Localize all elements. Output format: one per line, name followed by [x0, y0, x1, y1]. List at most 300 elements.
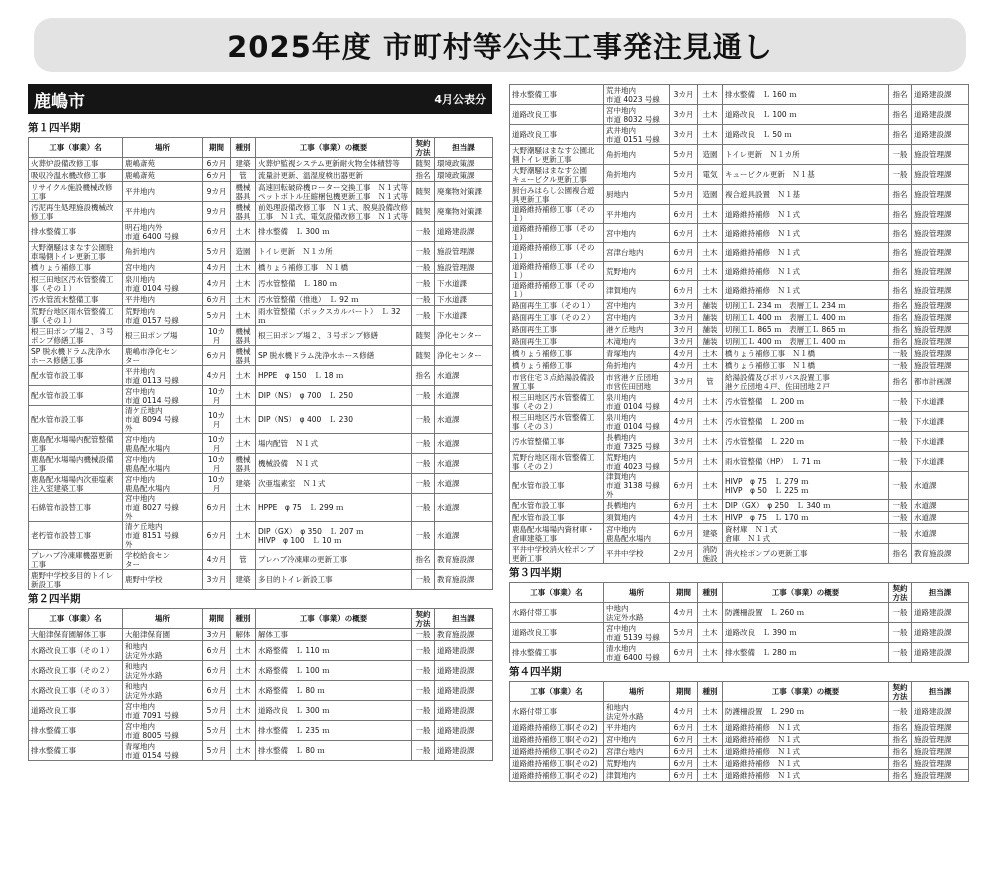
left-column: [28, 84, 492, 761]
column-header-period: 期間: [670, 682, 698, 702]
cell-contract-method: 指名: [889, 336, 912, 348]
cell-contract-method: 一般: [889, 165, 912, 185]
column-header-project-name: 工事（事業）名: [510, 682, 604, 702]
cell-period: 6カ月: [670, 224, 698, 243]
publication-label: 4月公表分: [434, 93, 486, 106]
cell-period: 10カ月: [203, 386, 231, 406]
table-row: [510, 205, 969, 224]
column-header-contract-method: 契約 方法: [412, 138, 435, 158]
cell-type: 土木: [231, 701, 256, 721]
cell-period: 3カ月: [670, 372, 698, 392]
cell-location: 宮中地内: [604, 300, 670, 312]
cell-type: 機械 器具: [231, 454, 256, 474]
cell-project-name: 大野潮騒はまなす公園北 側トイレ更新工事: [510, 145, 604, 165]
cell-project-name: 道路維持補修工事（その１）: [510, 243, 604, 262]
city-name: 鹿嶋市: [34, 91, 85, 112]
cell-department: 環境政策課: [435, 158, 493, 170]
cell-type: 舗装: [698, 312, 723, 324]
cell-location: 長栖地内 市道 7325 号線: [604, 432, 670, 452]
cell-department: 道路建設課: [912, 105, 969, 125]
cell-department: 教育施設課: [912, 544, 969, 564]
cell-contract-method: 指名: [889, 205, 912, 224]
cell-contract-method: 指名: [889, 734, 912, 746]
cell-contract-method: 指名: [889, 372, 912, 392]
cell-contract-method: 随契: [412, 158, 435, 170]
cell-department: 水道課: [912, 512, 969, 524]
column-header-type: 種別: [231, 138, 256, 158]
cell-period: 6カ月: [670, 243, 698, 262]
cell-department: 下水道課: [912, 432, 969, 452]
cell-summary: 切削工Ｌ 400 ｍ 表層工Ｌ 400 ｍ: [723, 312, 889, 324]
cell-type: 土木: [698, 281, 723, 300]
cell-period: 4カ月: [670, 412, 698, 432]
cell-summary: 汚水管整備（推進） Ｌ 92 ｍ: [256, 294, 412, 306]
table-row: [510, 412, 969, 432]
cell-project-name: 汚泥再生処理施設機械改 修工事: [29, 202, 123, 222]
table-row: [510, 165, 969, 185]
cell-project-name: 橋りょう補修工事: [29, 262, 123, 274]
cell-contract-method: 指名: [889, 281, 912, 300]
cell-department: 施設管理課: [912, 722, 969, 734]
cell-contract-method: 一般: [412, 274, 435, 294]
cell-period: 4カ月: [203, 262, 231, 274]
cell-location: 市営港ケ丘団地 市営佐田団地: [604, 372, 670, 392]
table-row: [29, 202, 493, 222]
right-sections: [509, 84, 968, 782]
cell-contract-method: 一般: [412, 741, 435, 761]
cell-location: 和地内 法定外水路: [123, 641, 203, 661]
cell-department: 施設管理課: [912, 165, 969, 185]
cell-department: 水道課: [435, 434, 493, 454]
cell-project-name: 道路維持補修工事(その2): [510, 722, 604, 734]
cell-project-name: 根三田地区汚水管整備工 事（その３）: [510, 412, 604, 432]
cell-summary: 道路改良 Ｌ 390 ｍ: [723, 623, 889, 643]
cell-summary: 場内配管 Ｎ１式: [256, 434, 412, 454]
cell-project-name: 水路付帯工事: [510, 603, 604, 623]
cell-contract-method: 一般: [889, 702, 912, 722]
cell-department: 施設管理課: [912, 336, 969, 348]
cell-period: 6カ月: [203, 170, 231, 182]
table-row: [510, 85, 969, 105]
cell-type: 建築: [231, 474, 256, 494]
cell-period: 6カ月: [670, 472, 698, 500]
cell-summary: 雨水管整備（HP） Ｌ 71 ｍ: [723, 452, 889, 472]
cell-type: 土木: [698, 205, 723, 224]
cell-department: 道路建設課: [912, 603, 969, 623]
cell-summary: 道路維持補修 Ｎ１式: [723, 281, 889, 300]
cell-contract-method: 一般: [412, 661, 435, 681]
cell-contract-method: 一般: [412, 386, 435, 406]
table-row: [510, 324, 969, 336]
cell-project-name: 排水整備工事: [510, 643, 604, 663]
cell-summary: 防護柵設置 Ｌ 260 ｍ: [723, 603, 889, 623]
cell-type: 造園: [231, 242, 256, 262]
cell-location: 泉川地内 市道 0104 号線: [604, 412, 670, 432]
column-header-location: 場所: [604, 682, 670, 702]
cell-location: 宮中地内 鹿島配水場内: [123, 454, 203, 474]
table-row: [29, 386, 493, 406]
cell-project-name: 配水管布設工事: [29, 406, 123, 434]
cell-period: 4カ月: [670, 348, 698, 360]
cell-period: 6カ月: [670, 746, 698, 758]
cell-type: 土木: [698, 472, 723, 500]
cell-location: 泉川地内 市道 0104 号線: [123, 274, 203, 294]
cell-contract-method: 一般: [412, 262, 435, 274]
cell-period: 9カ月: [203, 182, 231, 202]
cell-summary: 汚水管整備 Ｌ 180 ｍ: [256, 274, 412, 294]
cell-contract-method: 指名: [889, 262, 912, 281]
cell-location: 宮中地内 市道 8005 号線: [123, 721, 203, 741]
project-table: [509, 84, 969, 564]
cell-project-name: 根三田ポンプ場２、３号 ポンプ修繕工事: [29, 326, 123, 346]
cell-location: 荒野地内 市道 4023 号線: [604, 452, 670, 472]
cell-location: 平井地内 市道 0113 号線: [123, 366, 203, 386]
cell-department: 水道課: [435, 386, 493, 406]
cell-contract-method: 一般: [412, 522, 435, 550]
cell-contract-method: 指名: [889, 243, 912, 262]
cell-department: 教育施設課: [435, 550, 493, 570]
cell-contract-method: 一般: [412, 641, 435, 661]
cell-period: 6カ月: [203, 346, 231, 366]
cell-contract-method: 指名: [889, 758, 912, 770]
cell-summary: 橋りょう補修工事 Ｎ１橋: [723, 348, 889, 360]
table-row: [29, 474, 493, 494]
cell-project-name: 平井中学校消火栓ポンプ 更新工事: [510, 544, 604, 564]
cell-project-name: 汚水管流末整備工事: [29, 294, 123, 306]
cell-summary: 切削工Ｌ 865 ｍ 表層工Ｌ 865 ｍ: [723, 324, 889, 336]
column-header-department: 担当課: [912, 583, 969, 603]
column-header-department: 担当課: [435, 138, 493, 158]
cell-contract-method: 一般: [889, 524, 912, 544]
cell-contract-method: 随契: [412, 182, 435, 202]
cell-period: 6カ月: [203, 294, 231, 306]
cell-location: 角折地内: [604, 165, 670, 185]
cell-location: 荒井地内 市道 4023 号線: [604, 85, 670, 105]
table-row: [29, 306, 493, 326]
cell-project-name: 鹿島配水場場内配管整備 工事: [29, 434, 123, 454]
cell-contract-method: 一般: [889, 145, 912, 165]
cell-contract-method: 指名: [889, 300, 912, 312]
cell-period: 3カ月: [670, 300, 698, 312]
table-row: [510, 472, 969, 500]
cell-contract-method: 一般: [889, 412, 912, 432]
cell-department: 環境政策課: [435, 170, 493, 182]
cell-department: 施設管理課: [912, 746, 969, 758]
cell-summary: HIVP φ 75 Ｌ 170 ｍ: [723, 512, 889, 524]
cell-type: 舗装: [698, 324, 723, 336]
cell-department: 廃棄物対策課: [435, 202, 493, 222]
cell-summary: 道路維持補修 Ｎ１式: [723, 722, 889, 734]
cell-location: 平井中学校: [604, 544, 670, 564]
cell-type: 土木: [231, 681, 256, 701]
table-row: [510, 145, 969, 165]
cell-contract-method: 一般: [412, 570, 435, 590]
cell-department: 水道課: [435, 494, 493, 522]
cell-period: 4カ月: [670, 512, 698, 524]
cell-department: 都市計画課: [912, 372, 969, 392]
cell-period: 6カ月: [670, 281, 698, 300]
cell-contract-method: 一般: [889, 360, 912, 372]
cell-period: 4カ月: [670, 702, 698, 722]
cell-summary: 多目的トイレ新設工事: [256, 570, 412, 590]
cell-department: 道路建設課: [435, 721, 493, 741]
cell-project-name: 大野潮騒はまなす公園 キュービクル更新工事: [510, 165, 604, 185]
cell-department: 施設管理課: [912, 281, 969, 300]
cell-type: 造園: [698, 145, 723, 165]
cell-location: 宮中地内 鹿島配水場内: [123, 474, 203, 494]
cell-type: 土木: [698, 623, 723, 643]
cell-location: 青塚地内 市道 0154 号線: [123, 741, 203, 761]
cell-location: 津賀地内: [604, 281, 670, 300]
cell-period: 5カ月: [203, 701, 231, 721]
cell-project-name: 道路維持補修工事(その2): [510, 746, 604, 758]
cell-project-name: 路面再生工事（その１）: [510, 300, 604, 312]
table-row: [510, 746, 969, 758]
table-row: [510, 512, 969, 524]
column-header-contract-method: 契約 方法: [889, 583, 912, 603]
cell-type: 土木: [698, 722, 723, 734]
column-header-type: 種別: [231, 609, 256, 629]
cell-project-name: 荒野台地区雨水管整備工 事（その１）: [29, 306, 123, 326]
cell-contract-method: 指名: [889, 324, 912, 336]
cell-contract-method: 随契: [412, 326, 435, 346]
cell-contract-method: 一般: [889, 432, 912, 452]
cell-contract-method: 一般: [412, 629, 435, 641]
cell-type: 管: [231, 550, 256, 570]
cell-period: 5カ月: [670, 623, 698, 643]
table-row: [510, 452, 969, 472]
cell-project-name: 橋りょう補修工事: [510, 360, 604, 372]
cell-summary: 道路改良 Ｌ 300 ｍ: [256, 701, 412, 721]
cell-period: 10カ月: [203, 326, 231, 346]
cell-summary: キュービクル更新 Ｎ１基: [723, 165, 889, 185]
cell-type: 土木: [698, 262, 723, 281]
cell-department: 施設管理課: [912, 145, 969, 165]
cell-contract-method: 一般: [412, 294, 435, 306]
cell-project-name: 配水管布設工事: [29, 386, 123, 406]
cell-summary: 給湯設備及びポリバス設置工事 港ケ丘団地４戸、佐田団地２戸: [723, 372, 889, 392]
cell-summary: 解体工事: [256, 629, 412, 641]
cell-contract-method: 指名: [412, 366, 435, 386]
cell-summary: トイレ更新 Ｎ１カ所: [723, 145, 889, 165]
column-header-contract-method: 契約 方法: [412, 609, 435, 629]
column-header-summary: 工事（事業）の概要: [723, 682, 889, 702]
cell-project-name: 道路維持補修工事（その１）: [510, 224, 604, 243]
table-row: [510, 105, 969, 125]
cell-type: 土木: [231, 721, 256, 741]
table-row: [29, 681, 493, 701]
cell-contract-method: 指名: [412, 170, 435, 182]
cell-project-name: 排水整備工事: [29, 741, 123, 761]
cell-project-name: 配水管布設工事: [510, 512, 604, 524]
cell-department: 水道課: [435, 406, 493, 434]
cell-type: 土木: [231, 306, 256, 326]
cell-contract-method: 一般: [412, 681, 435, 701]
cell-location: 鹿嶋市浄化セン ター: [123, 346, 203, 366]
cell-project-name: 鹿島配水場場内機械設備 工事: [29, 454, 123, 474]
table-row: [29, 661, 493, 681]
cell-department: 水道課: [435, 454, 493, 474]
cell-location: 宮中地内: [604, 734, 670, 746]
cell-project-name: 市営住宅３点給湯設備設 置工事: [510, 372, 604, 392]
table-row: [29, 262, 493, 274]
cell-project-name: 排水整備工事: [29, 721, 123, 741]
cell-summary: DIP（NS） φ 400 Ｌ 230: [256, 406, 412, 434]
table-row: [510, 185, 969, 205]
cell-department: 道路建設課: [912, 623, 969, 643]
cell-summary: 汚水管整備 Ｌ 220 ｍ: [723, 432, 889, 452]
cell-location: 津賀地内 市道 3138 号線 外: [604, 472, 670, 500]
cell-period: 3カ月: [203, 629, 231, 641]
table-row: [29, 454, 493, 474]
cell-project-name: 汚水管整備工事: [510, 432, 604, 452]
cell-project-name: 水路改良工事（その３）: [29, 681, 123, 701]
cell-project-name: 荒野台地区雨水管整備工 事（その２）: [510, 452, 604, 472]
cell-location: 津賀地内: [604, 770, 670, 782]
cell-type: 消防 施設: [698, 544, 723, 564]
table-row: [29, 170, 493, 182]
cell-project-name: 道路改良工事: [29, 701, 123, 721]
cell-contract-method: 指名: [889, 770, 912, 782]
cell-department: 浄化センター: [435, 346, 493, 366]
cell-summary: 橋りょう補修工事 Ｎ１橋: [723, 360, 889, 372]
cell-department: 施設管理課: [912, 770, 969, 782]
column-header-department: 担当課: [912, 682, 969, 702]
cell-summary: 排水整備 Ｌ 160 ｍ: [723, 85, 889, 105]
table-row: [29, 494, 493, 522]
cell-summary: 道路維持補修 Ｎ１式: [723, 224, 889, 243]
cell-department: 施設管理課: [912, 205, 969, 224]
table-row: [510, 372, 969, 392]
cell-department: 道路建設課: [435, 641, 493, 661]
cell-summary: 排水整備 Ｌ 300 ｍ: [256, 222, 412, 242]
table-row: [510, 432, 969, 452]
cell-type: 機械 器具: [231, 346, 256, 366]
cell-location: 長栖地内: [604, 500, 670, 512]
cell-location: 大船津保育園: [123, 629, 203, 641]
cell-type: 土木: [698, 392, 723, 412]
cell-department: 下水道課: [435, 306, 493, 326]
project-table: [28, 137, 493, 590]
cell-project-name: SP 脱水機ドラム洗浄水 ホース修繕工事: [29, 346, 123, 366]
table-row: [510, 243, 969, 262]
cell-type: 土木: [231, 366, 256, 386]
cell-location: 宮津台地内: [604, 746, 670, 758]
cell-project-name: 鹿島配水場場内次亜塩素 注入室建築工事: [29, 474, 123, 494]
cell-period: 5カ月: [670, 165, 698, 185]
cell-location: 武井地内 市道 0151 号線: [604, 125, 670, 145]
cell-period: 5カ月: [203, 741, 231, 761]
cell-period: 6カ月: [670, 734, 698, 746]
cell-summary: 複合遊具設置 Ｎ１基: [723, 185, 889, 205]
cell-location: 宮中地内 市道 8032 号線: [604, 105, 670, 125]
column-header-location: 場所: [123, 609, 203, 629]
cell-type: 建築: [231, 570, 256, 590]
cell-type: 土木: [231, 262, 256, 274]
cell-department: 施設管理課: [912, 312, 969, 324]
cell-contract-method: 指名: [889, 125, 912, 145]
cell-project-name: 鹿島配水場場内資材庫・ 倉庫建築工事: [510, 524, 604, 544]
cell-period: 9カ月: [203, 202, 231, 222]
table-row: [29, 641, 493, 661]
cell-department: 道路建設課: [435, 681, 493, 701]
project-table: [28, 608, 493, 761]
cell-period: 6カ月: [203, 494, 231, 522]
cell-department: 施設管理課: [435, 262, 493, 274]
cell-summary: 次亜塩素室 Ｎ１式: [256, 474, 412, 494]
cell-location: 厨地内: [604, 185, 670, 205]
cell-contract-method: 一般: [889, 643, 912, 663]
cell-department: 道路建設課: [435, 741, 493, 761]
cell-location: 宮中地内: [123, 262, 203, 274]
cell-location: 和地内 法定外水路: [123, 681, 203, 701]
cell-period: 6カ月: [670, 643, 698, 663]
cell-project-name: プレハブ冷凍庫機器更新 工事: [29, 550, 123, 570]
cell-project-name: 路面再生工事: [510, 324, 604, 336]
cell-type: 土木: [698, 758, 723, 770]
cell-contract-method: 指名: [889, 312, 912, 324]
cell-location: 角折地内: [123, 242, 203, 262]
cell-type: 管: [231, 170, 256, 182]
cell-project-name: 鹿野中学校多目的トイレ 新設工事: [29, 570, 123, 590]
cell-summary: HPPE φ 75 Ｌ 299 ｍ: [256, 494, 412, 522]
cell-summary: 火葬炉監視システム更新耐火物全体積替等: [256, 158, 412, 170]
cell-location: 明石地内外 市道 6400 号線: [123, 222, 203, 242]
table-row: [29, 741, 493, 761]
cell-location: 平井地内: [604, 205, 670, 224]
cell-contract-method: 一般: [412, 474, 435, 494]
cell-type: 建築: [698, 524, 723, 544]
cell-location: 宮中地内 市道 7091 号線: [123, 701, 203, 721]
cell-location: 須賀地内: [604, 512, 670, 524]
cell-project-name: 道路改良工事: [510, 105, 604, 125]
cell-project-name: 水路改良工事（その１）: [29, 641, 123, 661]
cell-period: 4カ月: [670, 392, 698, 412]
cell-type: 土木: [231, 494, 256, 522]
table-row: [29, 570, 493, 590]
cell-project-name: 道路維持補修工事(その2): [510, 770, 604, 782]
cell-project-name: 道路改良工事: [510, 125, 604, 145]
cell-project-name: 橋りょう補修工事: [510, 348, 604, 360]
cell-type: 電気: [698, 165, 723, 185]
cell-location: 青塚地内: [604, 348, 670, 360]
cell-location: 荒野地内: [604, 262, 670, 281]
cell-type: 土木: [231, 406, 256, 434]
cell-contract-method: 指名: [889, 105, 912, 125]
table-header-row: [510, 682, 969, 702]
cell-period: 3カ月: [670, 125, 698, 145]
cell-location: 和地内 法定外水路: [123, 661, 203, 681]
cell-location: 宮中地内 市道 5139 号線: [604, 623, 670, 643]
cell-location: 荒野地内 市道 0157 号線: [123, 306, 203, 326]
cell-department: 道路建設課: [435, 701, 493, 721]
table-header-row: [510, 583, 969, 603]
table-row: [29, 158, 493, 170]
table-row: [510, 262, 969, 281]
cell-summary: 道路維持補修 Ｎ１式: [723, 734, 889, 746]
cell-summary: 資材庫 Ｎ１式 倉庫 Ｎ１式: [723, 524, 889, 544]
right-column: [509, 84, 968, 782]
cell-location: 角折地内: [604, 145, 670, 165]
cell-summary: 水路整備 Ｌ 100 ｍ: [256, 661, 412, 681]
cell-contract-method: 指名: [889, 224, 912, 243]
cell-project-name: 道路維持補修工事（その１）: [510, 281, 604, 300]
table-row: [510, 312, 969, 324]
table-row: [510, 500, 969, 512]
cell-summary: 排水整備 Ｌ 280 ｍ: [723, 643, 889, 663]
cell-contract-method: 一般: [412, 721, 435, 741]
cell-period: 5カ月: [203, 242, 231, 262]
